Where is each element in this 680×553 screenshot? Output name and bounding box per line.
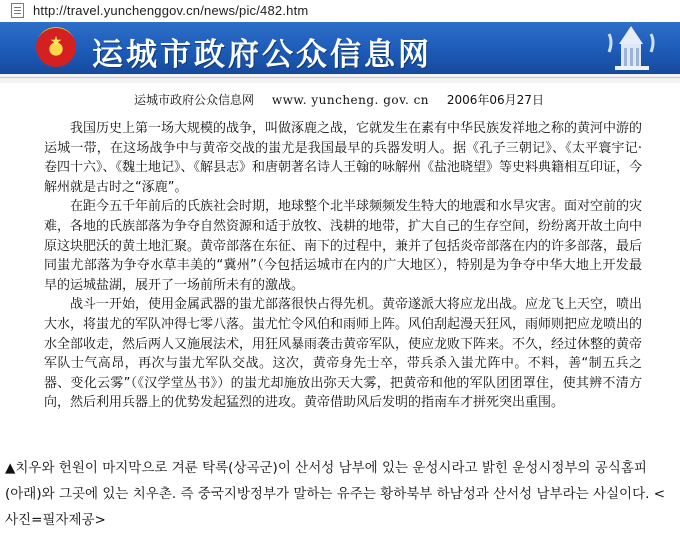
address-bar[interactable] (0, 0, 680, 23)
article-body (44, 119, 642, 413)
meta-date: 2006年06月27日 (446, 93, 544, 107)
article-meta (134, 91, 558, 108)
national-emblem-icon (36, 27, 76, 67)
url-text[interactable]: http://travel.yunchenggov.cn/news/pic/482.htm (33, 3, 309, 18)
site-banner (0, 22, 680, 74)
article-paragraph: 我国历史上第一场大规模的战争，叫做涿鹿之战，它就发生在素有中华民族发祥地之称的黄河中游的运城一带，在这场战争中与黄帝交战的蚩尤是我国最早的兵器发明人。据《孔子三朝记》、《太平寰宇记·卷四十六》、《魏土地记》、《解县志》和唐朝著名诗人王翰的咏解州《盐池晓望》等史料典籍相互印证，今解州就是古时之“涿鹿”。 (44, 121, 643, 195)
article-paragraph: 在距今五千年前后的氏族社会时期，地球整个北半球频频发生特大的地震和水旱灾害。面对空前的灾难，各地的氏族部落为争夺自然资源和适于放牧、浅耕的地带，扩大自己的生存空间，纷纷离开故土向中原这块肥沃的黄土地汇聚。黄帝部落在东征、南下的过程中，兼并了包括炎帝部落在内的许多部落，最后同蚩尤部落为争夺水草丰美的“冀州”（今包括运城市在内的广大地区），特别是为争夺中华大地上开发最早的运城盐湖，展开了一场前所未有的激战。 (44, 199, 643, 293)
article (0, 83, 680, 453)
site-title: 运城市政府公众信息网 (92, 37, 432, 73)
emblem-star: ★ (49, 34, 63, 50)
page-icon (11, 3, 24, 18)
meta-domain: www. yuncheng. gov. cn (271, 93, 430, 107)
meta-site-name: 运城市政府公众信息网 (134, 93, 255, 107)
building-icon (603, 22, 659, 74)
divider (0, 77, 680, 78)
photo-caption: ▲치우와 헌원이 마지막으로 겨룬 탁록(상곡군)이 산서성 남부에 있는 운성시라고 밝힌 운성시정부의 공식홈피(아래)와 그곳에 있는 치우촌. 즉 중국지방정부가 말하는 유주는 황하북부 하남성과 산서성 남부라는 사실이다. <사진=필자제공> (5, 460, 666, 528)
article-paragraph: 战斗一开始，使用金属武器的蚩尤部落很快占得先机。黄帝遂派大将应龙出战。应龙飞上天空，喷出大水，将蚩尤的军队冲得七零八落。蚩尤忙令风伯和雨师上阵。风伯刮起漫天狂风，雨师则把应龙喷出的水全部收走，然后两人又施展法术，用狂风暴雨袭击黄帝军队，使应龙败下阵来。不久，经过休整的黄帝军队士气高昂，再次与蚩尤军队交战。这次，黄帝身先士卒，带兵杀入蚩尤阵中。不料，善“制五兵之器、变化云雾”（《汉学堂丛书》）的蚩尤却施放出弥天大雾，把黄帝和他的军队团团罩住，使其辨不清方向，然后利用兵器上的优势发起猛烈的进攻。黄帝借助风后发明的指南车才拼死突出重围。 (44, 297, 643, 411)
